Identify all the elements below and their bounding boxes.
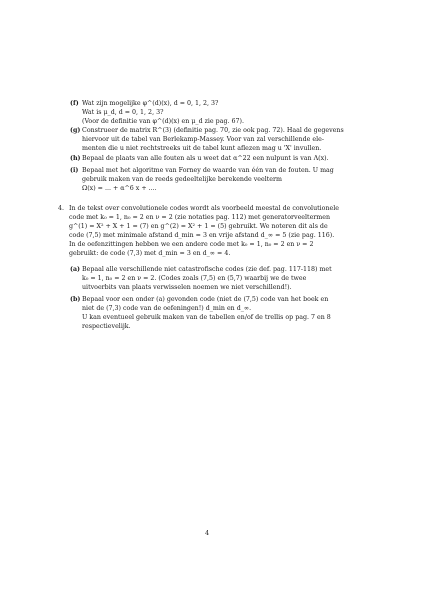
item-label-i: (i) [70,167,79,174]
section-4-line-6: gebruikt: de code (7,3) met d_min = 3 en d_∞ = 4. [69,250,231,257]
item-b-line-3: U kan eventueel gebruik maken van de tabellen en/of de trellis op pag. 7 en 8 [82,314,331,321]
item-h-line-1: Bepaal de plaats van alle fouten als u weet dat α^22 een nulpunt is van Λ(x). [82,155,329,162]
item-a-line-3: uitvoerbits van plaats verwisselen noemen we niet verschillend!). [82,284,292,291]
item-label-g: (g) [70,127,81,134]
item-a-line-1: Bepaal alle verschillende niet catastrofische codes (zie def. pag. 117-118) met [82,266,332,273]
item-i-line-2: gebruik maken van de reeds gedeeltelijke berekende veelterm [82,176,283,183]
item-label-b: (b) [70,296,81,303]
item-f-line-2: Wat is μ_d, d = 0, 1, 2, 3? [82,109,164,116]
item-b-line-2: niet de (7,3) code van de oefeningen!) d_min en d_∞. [82,305,252,312]
item-a-line-2: k₀ = 1, n₀ = 2 en ν = 2. (Codes zoals (7,5) en (5,7) waarbij we de twee [82,275,307,282]
item-g-line-1: Construeer de matrix R^(3) (definitie pag. 70, zie ook pag. 72). Haal de gegevens [82,127,344,134]
item-b-line-1: Bepaal voor een onder (a) gevonden code (niet de (7,5) code van het boek en [82,296,329,303]
section-4-line-2: code met k₀ = 1, n₀ = 2 en ν = 2 (zie notaties pag. 112) met generatorveeltermen [69,214,331,221]
page-number: 4 [205,529,210,537]
item-i-line-1: Bepaal met het algoritme van Forney de waarde van één van de fouten. U mag [82,167,334,174]
item-label-a: (a) [70,266,81,273]
section-4-line-4: code (7,5) met minimale afstand d_min = 3 en vrije afstand d_∞ = 5 (zie pag. 116). [69,232,335,239]
section-number: 4. [58,205,65,212]
item-label-h: (h) [70,155,81,162]
item-i-line-3: Ω(x) = ... + α^6 x + .... [82,185,157,192]
item-label-f: (f) [70,100,79,107]
item-f-line-3: (Voor de definitie van φ^(d)(x) en μ_d zie pag. 67). [82,118,244,125]
section-4-line-3: g^(1) = X² + X + 1 = (7) en g^(2) = X² + 1 = (5) gebruikt. We noteren dit als de [69,223,328,230]
section-4-line-1: In de tekst over convolutionele codes wordt als voorbeeld meestal de convolutionele [69,205,339,212]
item-g-line-3: menten die u niet rechtstreeks uit de tabel kunt aflezen mag u 'X' invullen. [82,145,322,152]
item-b-line-4: respectievelijk. [82,323,131,330]
item-g-line-2: hiervoor uit de tabel van Berlekamp-Massey. Voor van zal verschillende ele- [82,136,324,143]
item-f-line-1: Wat zijn mogelijke φ^(d)(x), d = 0, 1, 2, 3? [82,100,219,107]
section-4-line-5: In de oefenzittingen hebben we een andere code met k₀ = 1, n₀ = 2 en ν = 2 [69,241,314,248]
